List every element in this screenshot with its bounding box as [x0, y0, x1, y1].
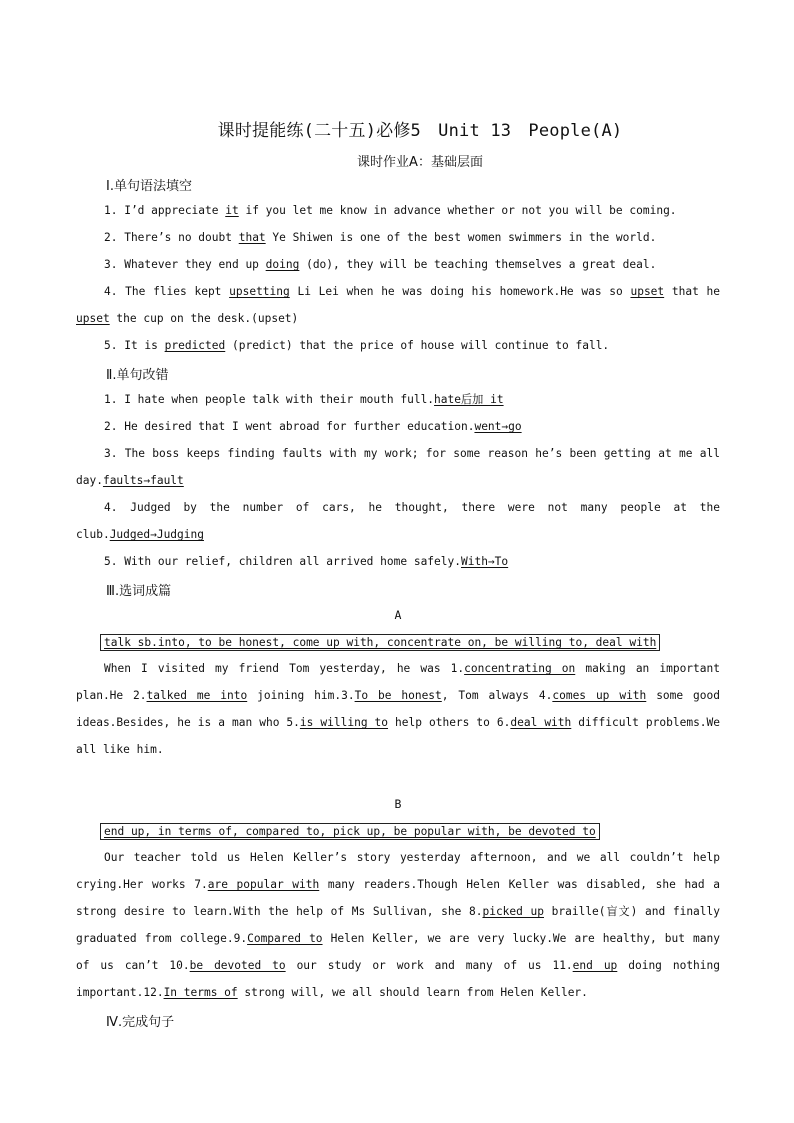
answer: upset — [76, 312, 110, 325]
answer: With→To — [460, 555, 509, 568]
answer: picked up — [482, 905, 544, 918]
passage-b: Our teacher told us Helen Keller’s story yesterday afternoon, and we all couldn’t help crying.Her works 7.are popular with many readers.Though Helen Keller was disabled, she had a strong desire to learn.With the help of Ms Sullivan, she 8.picked up braille(盲文) and finally graduated from college.9.Compared to Helen Keller, we are very lucky.We are healthy, but many of us can’t 10.be devoted to our study or work and many of us 11.end up doing nothing important.12.In terms of strong will, we all should learn from Helen Keller. — [76, 851, 721, 999]
answer: upsetting — [229, 285, 290, 298]
answer: concentrating on — [464, 662, 576, 675]
s2-item-3: 3. The boss keeps finding faults with my work; for some reason he’s been getting at me all day.faults→fault — [76, 447, 720, 487]
part-b-label: B — [394, 797, 402, 811]
answer: doing — [265, 258, 300, 271]
part-a-label: A — [394, 608, 402, 622]
spacer — [76, 763, 720, 791]
word-bank-b: end up, in terms of, compared to, pick up, be popular with, be devoted to — [100, 823, 600, 840]
answer: is willing to — [299, 716, 389, 729]
answer: To be honest — [354, 689, 442, 702]
passage-a: When I visited my friend Tom yesterday, he was 1.concentrating on making an important plan.He 2.talked me into joining him.3.To be honest, Tom always 4.comes up with some good ideas.Besides, he is a man who 5.is willing to help others to 6.deal with difficult problems.We all like him. — [76, 662, 721, 756]
answer: hate后加 it — [434, 393, 504, 406]
page-title: 课时提能练(二十五)必修5 Unit 13 People(A) — [217, 121, 623, 141]
answer: are popular with — [207, 878, 320, 891]
answer: went→go — [474, 420, 522, 433]
section-3-heading: Ⅲ.选词成篇 — [106, 584, 172, 599]
page-subtitle: 课时作业A：基础层面 — [357, 155, 483, 170]
answer: talked me into — [146, 689, 248, 702]
answer: it — [225, 204, 239, 217]
answer: upset — [630, 285, 665, 298]
answer: predicted — [164, 339, 226, 352]
s2-item-1: 1. I hate when people talk with their mouth full.hate后加 it — [104, 393, 504, 406]
answer: In terms of — [163, 986, 238, 999]
s1-item-3: 3. Whatever they end up doing (do), they will be teaching themselves a great deal. — [104, 258, 657, 271]
document-page — [76, 112, 720, 1033]
answer: be devoted to — [189, 959, 286, 972]
s2-item-5: 5. With our relief, children all arrived home safely.With→To — [104, 555, 509, 568]
s1-item-4: 4. The flies kept upsetting Li Lei when he was doing his homework.He was so upset that he upset the cup on the desk.(upset) — [76, 285, 720, 325]
s1-item-5: 5. It is predicted (predict) that the price of house will continue to fall. — [104, 339, 610, 352]
s1-item-1: 1. I’d appreciate it if you let me know in advance whether or not you will be coming. — [104, 204, 677, 217]
s1-item-2: 2. There’s no doubt that Ye Shiwen is one of the best women swimmers in the world. — [104, 231, 657, 244]
answer: comes up with — [552, 689, 647, 702]
word-bank-a: talk sb.into, to be honest, come up with, concentrate on, be willing to, deal with — [100, 634, 660, 651]
s2-item-4: 4. Judged by the number of cars, he thought, there were not many people at the club.Judged→Judging — [76, 501, 720, 541]
section-4-heading: Ⅳ.完成句子 — [106, 1015, 175, 1030]
answer: Judged→Judging — [109, 528, 204, 541]
answer: deal with — [510, 716, 572, 729]
section-1-heading: Ⅰ.单句语法填空 — [106, 179, 192, 194]
s2-item-2: 2. He desired that I went abroad for further education.went→go — [104, 420, 522, 433]
answer: that — [238, 231, 266, 244]
section-2-heading: Ⅱ.单句改错 — [106, 368, 169, 383]
answer: end up — [572, 959, 618, 972]
answer: faults→fault — [102, 474, 184, 487]
answer: Compared to — [247, 932, 323, 945]
